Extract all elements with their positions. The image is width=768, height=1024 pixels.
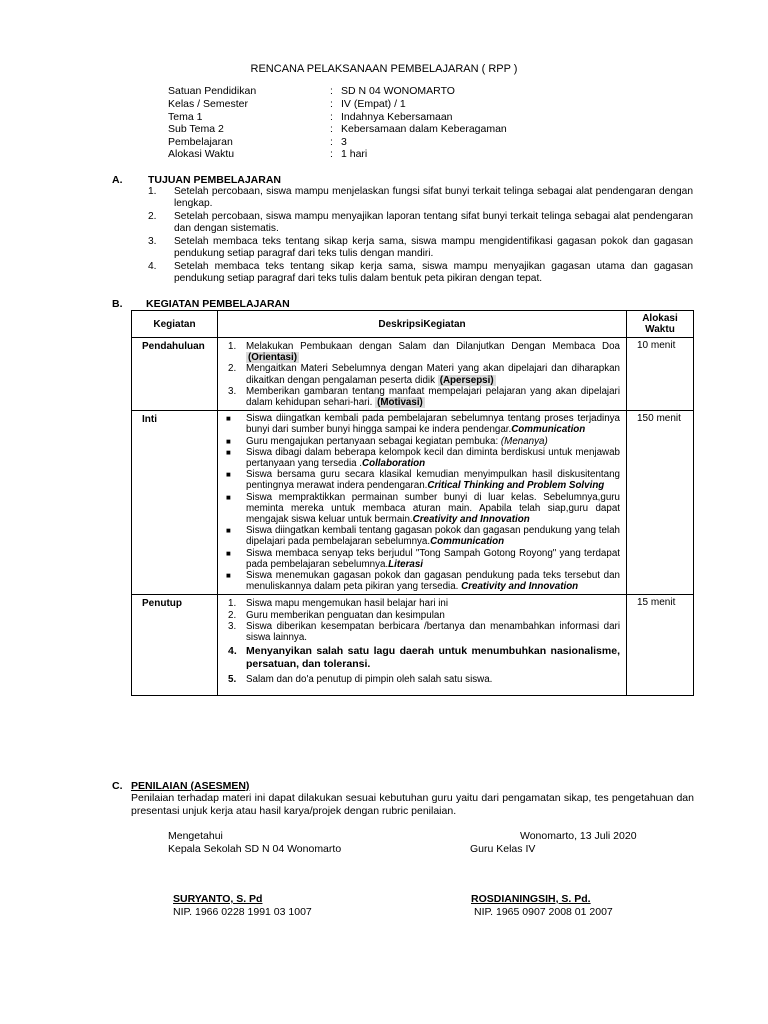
activity-table <box>131 310 694 696</box>
teacher-role: Guru Kelas IV <box>470 843 536 855</box>
teacher-name: ROSDIANINGSIH, S. Pd. <box>471 893 591 905</box>
item-tag: (Menanya) <box>500 435 548 447</box>
item-text: Guru mengajukan pertanyaan sebagai kegiatan pembuka: <box>246 435 501 447</box>
item-text: Salam dan do'a penutup di pimpin oleh salah satu siswa. <box>246 674 493 686</box>
teacher-nip: NIP. 1965 0907 2008 01 2007 <box>474 906 613 918</box>
objective-number: 2. <box>148 211 157 222</box>
identity-value: SD N 04 WONOMARTO <box>341 85 455 97</box>
item-tag: Collaboration <box>362 458 426 470</box>
item-text: Siswa diingatkan kembali pada pembelajaran sebelumnya tentang proses terjadinya bunyi dari sumber bunyi hingga sampai ke indera pendengar. <box>246 413 620 436</box>
section-c-title: PENILAIAN (ASESMEN) <box>131 780 250 792</box>
item-text: Siswa mempraktikkan permainan sumber bunyi di luar kelas. Sebelumnya,guru meminta mereka untuk membaca aturan main. Apabila telah siap,guru dapat mengajak siswa keluar untuk bermain. <box>246 491 620 526</box>
acknowledged-label: Mengetahui <box>168 830 223 842</box>
identity-value: 1 hari <box>341 148 368 160</box>
bullet-icon: ■ <box>226 414 231 424</box>
stage-description <box>218 595 627 696</box>
item-text: Siswa diberikan kesempatan berbicara /bertanya dan menambahkan informasi dari siswa lainnya. <box>246 620 620 644</box>
item-number: 4. <box>228 645 237 658</box>
list-item <box>218 570 626 592</box>
item-number: 5. <box>228 674 237 686</box>
stage-time: 150 menit <box>627 411 694 595</box>
identity-label: Sub Tema 2 <box>168 123 224 135</box>
stage-label: Inti <box>132 411 218 595</box>
objective-number: 4. <box>148 261 157 272</box>
item-tag: (Orientasi) <box>248 352 297 364</box>
header-kegiatan: Kegiatan <box>132 311 218 338</box>
identity-colon: : <box>330 85 333 97</box>
identity-value: Indahnya Kebersamaan <box>341 111 453 123</box>
section-b-title: KEGIATAN PEMBELAJARAN <box>146 298 290 310</box>
identity-colon: : <box>330 98 333 110</box>
item-tag: (Motivasi) <box>377 397 423 409</box>
principal-role: Kepala Sekolah SD N 04 Wonomarto <box>168 843 342 855</box>
item-number: 2. <box>228 363 237 375</box>
list-item <box>218 645 626 671</box>
stage-time: 10 menit <box>627 338 694 411</box>
stage-time: 15 menit <box>627 595 694 696</box>
objective-item <box>148 211 693 234</box>
table-row-penutup <box>132 595 694 696</box>
identity-value: 3 <box>341 136 347 148</box>
item-number: 1. <box>228 598 237 610</box>
list-item <box>218 386 626 408</box>
item-text: Melakukan Pembukaan dengan Salam dan Dilanjutkan Dengan Membaca Doa <box>246 341 620 352</box>
section-a-title: TUJUAN PEMBELAJARAN <box>148 174 282 186</box>
bullet-icon: ■ <box>226 571 231 581</box>
bullet-icon: ■ <box>226 492 231 502</box>
objective-text: Setelah percobaan, siswa mampu menjelaskan fungsi sifat bunyi terkait telinga sebagai alat pendengaran dengan lengkap. <box>174 186 693 209</box>
list-item <box>218 610 626 621</box>
item-text: Siswa diingatkan kembali tentang gagasan pokok dan gagasan pendukung yang telah dipelajari pada pembelajaran sebelumnya. <box>246 525 620 548</box>
list-item <box>218 363 626 385</box>
item-tag: Creativity and Innovation <box>412 514 530 526</box>
item-tag: (Apersepsi) <box>439 374 494 386</box>
place-date: Wonomarto, 13 Juli 2020 <box>520 830 637 842</box>
bullet-icon: ■ <box>226 436 231 446</box>
header-alokasi: Alokasi Waktu <box>627 311 694 338</box>
list-item <box>218 548 626 570</box>
item-text: Mengaitkan Materi Sebelumnya dengan Materi yang akan dipelajari dan diharapkan dikaitkan dengan pengalaman peserta didik <box>246 363 620 386</box>
item-number: 1. <box>228 341 237 352</box>
list-item <box>218 674 626 685</box>
section-a-letter: A. <box>112 174 123 186</box>
item-text: Guru memberikan penguatan dan kesimpulan <box>246 609 445 621</box>
item-number: 3. <box>228 385 237 397</box>
stage-description <box>218 338 627 411</box>
list-item <box>218 447 626 469</box>
section-c-letter: C. <box>112 780 123 792</box>
identity-label: Alokasi Waktu <box>168 148 235 160</box>
identity-value: Kebersamaan dalam Keberagaman <box>341 123 507 135</box>
item-tag: Creativity and Innovation <box>461 581 579 593</box>
item-text: Siswa mapu mengemukan hasil belajar hari ini <box>246 598 449 610</box>
identity-colon: : <box>330 148 333 160</box>
document-title: RENCANA PELAKSANAAN PEMBELAJARAN ( RPP ) <box>250 63 518 75</box>
item-tag: Communication <box>511 424 586 436</box>
list-item <box>218 621 626 643</box>
objective-text: Setelah percobaan, siswa mampu menyajikan laporan tentang sifat bunyi terkait telinga sebagai alat pendengaran dan dengan sistematis. <box>174 211 693 234</box>
identity-value: IV (Empat) / 1 <box>341 98 406 110</box>
section-b-letter: B. <box>112 298 123 310</box>
header-deskripsi: DeskripsiKegiatan <box>218 311 627 338</box>
table-row-pendahuluan <box>132 338 694 411</box>
identity-label: Pembelajaran <box>168 136 233 148</box>
item-tag: Critical Thinking and Problem Solving <box>427 480 605 492</box>
table-row-inti <box>132 411 694 595</box>
bullet-icon: ■ <box>226 526 231 536</box>
assessment-text: Penilaian terhadap materi ini dapat dilakukan sesuai kebutuhan guru yaitu dari pengamatan sikap, tes pengetahuan dan presentasi unjuk kerja atau hasil karya/projek dengan rubric penilaian. <box>131 792 694 817</box>
stage-label: Penutup <box>132 595 218 696</box>
identity-label: Tema 1 <box>168 111 203 123</box>
stage-label: Pendahuluan <box>132 338 218 411</box>
identity-colon: : <box>330 111 333 123</box>
identity-label: Kelas / Semester <box>168 98 248 110</box>
principal-nip: NIP. 1966 0228 1991 03 1007 <box>173 906 312 918</box>
item-tag: Communication <box>430 536 505 548</box>
bullet-icon: ■ <box>226 548 231 558</box>
item-text: Siswa bersama guru secara klasikal kemudian menyimpulkan hasil diskusitentang pentingnya merawat indera pendengaran. <box>246 469 620 492</box>
list-item <box>218 469 626 491</box>
bullet-icon: ■ <box>226 447 231 457</box>
objective-number: 3. <box>148 236 157 247</box>
item-text: Siswa membaca senyap teks berjudul "Tong Sampah Gotong Royong" yang terdapat pada pembelajaran sebelumnya. <box>246 547 620 570</box>
item-number: 2. <box>228 609 237 621</box>
list-item <box>218 436 626 447</box>
identity-colon: : <box>330 136 333 148</box>
item-number: 3. <box>228 620 237 632</box>
objective-number: 1. <box>148 186 157 197</box>
item-tag: Literasi <box>388 558 424 570</box>
item-text: Memberikan gambaran tentang manfaat mempelajari pelajaran yang akan dipelajari dalam kehidupan sehari-hari. <box>246 385 620 409</box>
objective-text: Setelah membaca teks tentang sikap kerja sama, siswa mampu mengidentifikasi gagasan pokok dan gagasan pendukung setiap paragraf dari teks tulis dengan mandiri. <box>174 236 693 259</box>
principal-name: SURYANTO, S. Pd <box>173 893 263 905</box>
stage-description <box>218 411 627 595</box>
list-item <box>218 598 626 609</box>
item-text: Siswa menemukan gagasan pokok dan gagasan pendukung pada teks tersebut dan menuliskannya dalam peta pikiran yang tersedia. <box>246 570 620 593</box>
item-text: Menyanyikan salah satu lagu daerah untuk menumbuhkan nasionalisme, persatuan, dan toleransi. <box>246 645 620 671</box>
objective-text: Setelah membaca teks tentang sikap kerja sama, siswa mampu menyajikan gagasan utama dan gagasan pendukung setiap paragraf dari teks tulis dalam bentuk peta pikiran dengan tepat. <box>174 261 693 284</box>
list-item <box>218 492 626 526</box>
list-item <box>218 413 626 435</box>
list-item <box>218 341 626 363</box>
objective-item <box>148 236 693 259</box>
objective-item <box>148 261 693 284</box>
bullet-icon: ■ <box>226 470 231 480</box>
table-header-row <box>132 311 694 338</box>
item-text: Siswa dibagi dalam beberapa kelompok kecil dan diminta berdiskusi untuk menjawab pertanyaan yang tersedia . <box>246 446 620 470</box>
list-item <box>218 525 626 547</box>
objective-item <box>148 186 693 209</box>
identity-colon: : <box>330 123 333 135</box>
identity-label: Satuan Pendidikan <box>168 85 257 97</box>
